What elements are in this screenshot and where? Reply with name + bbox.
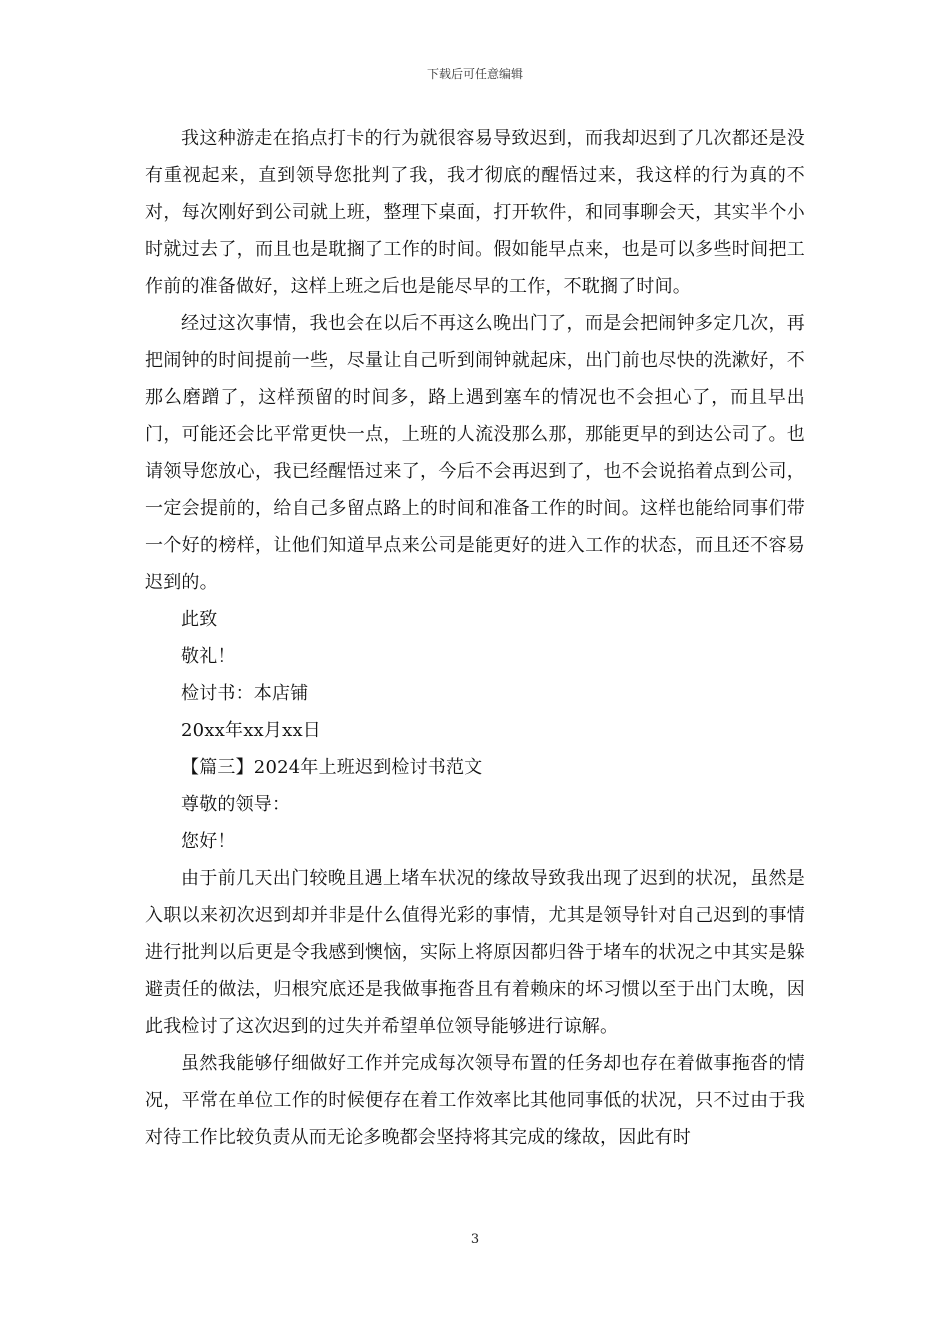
section-title: 【篇三】2024年上班迟到检讨书范文 <box>181 757 483 778</box>
paragraph-4: 虽然我能够仔细做好工作并完成每次领导布置的任务却也存在着做事拖沓的情况，平常在单位工作的时候便存在着工作效率比其他同事低的状况，只不过由于我对待工作比较负责从而无论多晚都会坚持将其完成的缘故，因此有时 <box>145 1053 805 1148</box>
signature-line: 检讨书：本店铺 <box>181 683 309 704</box>
paragraph-2: 经过这次事情，我也会在以后不再这么晚出门了，而是会把闹钟多定几次，再把闹钟的时间提前一些，尽量让自己听到闹钟就起床，出门前也尽快的洗漱好，不那么磨蹭了，这样预留的时间多，路上遇到塞车的情况也不会担心了，而且早出门，可能还会比平常更快一点，上班的人流没那么那，那能更早的到达公司了。也请领导您放心，我已经醒悟过来了，今后不会再迟到了，也不会说掐着点到公司，一定会提前的，给自己多留点路上的时间和准备工作的时间。这样也能给同事们带一个好的榜样，让他们知道早点来公司是能更好的进入工作的状态，而且还不容易迟到的。 <box>145 313 805 593</box>
paragraph-1: 我这种游走在掐点打卡的行为就很容易导致迟到，而我却迟到了几次都还是没有重视起来，直到领导您批判了我，我才彻底的醒悟过来，我这样的行为真的不对，每次刚好到公司就上班，整理下桌面，打开软件，和同事聊会天，其实半个小时就过去了，而且也是耽搁了工作的时间。假如能早点来，也是可以多些时间把工作前的准备做好，这样上班之后也是能尽早的工作，不耽搁了时间。 <box>145 128 805 297</box>
closing-line-1: 此致 <box>181 609 218 630</box>
page-header: 下载后可任意编辑 <box>426 67 523 81</box>
document-body <box>145 120 805 1156</box>
greeting-line: 您好！ <box>181 831 236 852</box>
date-line: 20xx年xx月xx日 <box>181 720 322 741</box>
closing-line-2: 敬礼！ <box>181 646 236 667</box>
paragraph-3: 由于前几天出门较晚且遇上堵车状况的缘故导致我出现了迟到的状况，虽然是入职以来初次迟到却并非是什么值得光彩的事情，尤其是领导针对自己迟到的事情进行批判以后更是令我感到懊恼，实际上将原因都归咎于堵车的状况之中其实是躲避责任的做法，归根究底还是我做事拖沓且有着赖床的坏习惯以至于出门太晚，因此我检讨了这次迟到的过失并希望单位领导能够进行谅解。 <box>145 868 805 1037</box>
salutation-line: 尊敬的领导： <box>181 794 291 815</box>
page-number: 3 <box>470 1232 480 1247</box>
